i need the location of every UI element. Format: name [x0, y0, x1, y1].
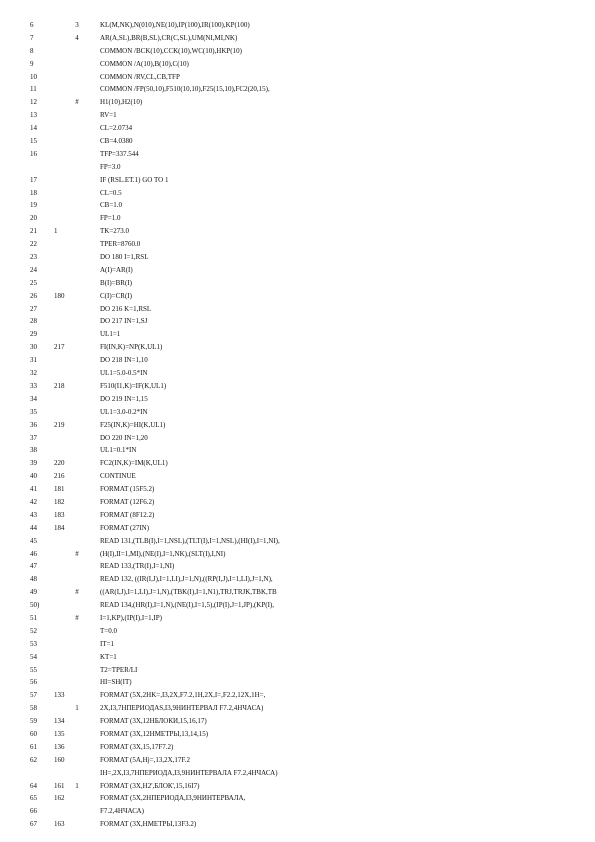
statement-text: UL1=5.0-0.5*IN — [100, 369, 148, 378]
line-number: 14 — [30, 124, 37, 133]
statement-text: CONTINUE — [100, 472, 136, 481]
line-number: 12 — [30, 98, 37, 107]
line-number: 47 — [30, 562, 37, 571]
code-line — [0, 251, 595, 264]
code-line — [0, 715, 595, 728]
line-number: 17 — [30, 175, 37, 184]
code-line — [0, 303, 595, 316]
statement-text: UL1=1 — [100, 330, 121, 339]
line-number: 13 — [30, 111, 37, 120]
statement-label: 163 — [54, 820, 65, 829]
line-number: 20 — [30, 214, 37, 223]
statement-text: F7.2,4НЧАСА) — [100, 807, 144, 816]
statement-text: UL1=0.1*IN — [100, 446, 137, 455]
statement-text: TFP=337.544 — [100, 149, 139, 158]
statement-text: KT=1 — [100, 652, 117, 661]
code-line — [0, 676, 595, 689]
statement-label: 162 — [54, 794, 65, 803]
continuation-mark: # — [75, 613, 79, 622]
statement-text: T2=TPER/LI — [100, 665, 138, 674]
line-number: 10 — [30, 72, 37, 81]
statement-text: CL=2.0734 — [100, 124, 133, 133]
code-line — [0, 71, 595, 84]
code-line — [0, 792, 595, 805]
line-number: 36 — [30, 420, 37, 429]
line-number: 34 — [30, 394, 37, 403]
statement-text: COMMON /FP(50,10),F510(10,10),F25(15,10),FC2(20,15), — [100, 85, 270, 94]
code-line — [0, 548, 595, 561]
statement-text: F510(I1,K)=IF(K,UL1) — [100, 381, 167, 390]
statement-label: 133 — [54, 691, 65, 700]
code-line — [0, 573, 595, 586]
statement-text: READ 134,(HR(I),I=1,N),(NE(I),I=1,5),(IP(I),J=1,JP),(KP(I), — [100, 601, 274, 610]
statement-label: 216 — [54, 472, 65, 481]
line-number: 57 — [30, 691, 37, 700]
statement-text: AR(A,SL),BR(B,SL),CR(C,SL),UM(NI,MI,NK) — [100, 33, 238, 42]
statement-text: FORMAT (5A,Hj=,13,2X,17F.2 — [100, 755, 190, 764]
line-number: 44 — [30, 523, 37, 532]
continuation-mark: # — [75, 549, 79, 558]
statement-label: 217 — [54, 343, 65, 352]
statement-text: T=0.0 — [100, 626, 117, 635]
line-number: 60 — [30, 729, 37, 738]
statement-text: ((AR(I,J),I=1,LI),J=1,N),(TBK(I),I=1,N1),TRJ,TRJK,TBK,TB — [100, 588, 277, 597]
line-number: 67 — [30, 820, 37, 829]
code-line — [0, 187, 595, 200]
code-line — [0, 328, 595, 341]
code-line — [0, 174, 595, 187]
statement-label: 184 — [54, 523, 65, 532]
statement-label: 182 — [54, 497, 65, 506]
code-line — [0, 664, 595, 677]
statement-text: FORMAT (15F5.2) — [100, 485, 155, 494]
line-number: 11 — [30, 85, 37, 94]
line-number: 15 — [30, 137, 37, 146]
continuation-mark: 1 — [75, 781, 79, 790]
statement-text: COMMON /BCK(10),CCK(10),WC(10),HKP(10) — [100, 46, 242, 55]
line-number: 6 — [30, 21, 34, 29]
line-number: 24 — [30, 265, 37, 274]
code-line — [0, 354, 595, 367]
line-number: 27 — [30, 304, 37, 313]
line-number: 56 — [30, 678, 37, 687]
line-number: 59 — [30, 717, 37, 726]
code-line — [0, 741, 595, 754]
statement-text: KL(M,NK),N(010),NE(10),IP(100),IR(100),KP(100) — [100, 21, 250, 29]
code-line — [0, 599, 595, 612]
code-line — [0, 470, 595, 483]
statement-text: F25(IN,K)=HI(K,UL1) — [100, 420, 166, 429]
line-number: 62 — [30, 755, 37, 764]
statement-text: DO 218 IN=1,10 — [100, 356, 148, 365]
line-number: 61 — [30, 742, 37, 751]
line-number: 25 — [30, 278, 37, 287]
code-line — [0, 109, 595, 122]
statement-text: DO 217 IN=1,SJ — [100, 317, 148, 326]
statement-label: 180 — [54, 291, 65, 300]
statement-label: 219 — [54, 420, 65, 429]
code-line — [0, 225, 595, 238]
line-number: 21 — [30, 227, 37, 236]
line-number: 43 — [30, 510, 37, 519]
line-number: 33 — [30, 381, 37, 390]
code-line — [0, 612, 595, 625]
statement-text: TK=273.0 — [100, 227, 130, 236]
statement-text: HI=SH(IT) — [100, 678, 132, 687]
line-number: 22 — [30, 240, 37, 249]
statement-text: FP=3.0 — [100, 162, 121, 171]
statement-text: FORMAT (3X,12НБЛОКИ,15,16,17) — [100, 717, 207, 726]
code-line — [0, 315, 595, 328]
statement-text: FORMAT (3X,12НМЕТРЫ,13,14,15) — [100, 729, 209, 738]
code-line — [0, 45, 595, 58]
statement-text: (H(I),II=1,MI),(NE(I),I=1,NK),(SLT(I),I,NI) — [100, 549, 226, 558]
continuation-mark: 3 — [75, 21, 79, 29]
statement-text: FP=1.0 — [100, 214, 121, 223]
statement-text: FORMAT (5X,2HK=,I3,2X,F7.2,1H,2X,I=,F2.2,12X,1H=, — [100, 691, 266, 700]
statement-text: FORMAT (3X,H2',БЛОК',15,16I7) — [100, 781, 200, 790]
code-line — [0, 96, 595, 109]
code-line — [0, 19, 595, 32]
code-line — [0, 818, 595, 831]
code-line — [0, 444, 595, 457]
code-line — [0, 83, 595, 96]
statement-text: CB=4.0380 — [100, 137, 133, 146]
line-number: 7 — [30, 33, 34, 42]
statement-text: 2X,I3,7НПЕРИОДАS,I3,9НИНТЕРВАЛ F7.2,4НЧАСА) — [100, 704, 264, 713]
code-line — [0, 393, 595, 406]
line-number: 30 — [30, 343, 37, 352]
statement-text: FORMAT (5X,2НПЕРИОДА,I3,9НИНТЕРВАЛА, — [100, 794, 246, 803]
code-line — [0, 432, 595, 445]
statement-text: FORMAT (3X,НМЕТРЫ,13F3.2) — [100, 820, 197, 829]
statement-text: DO 220 IN=1,20 — [100, 433, 148, 442]
code-line — [0, 264, 595, 277]
line-number: 26 — [30, 291, 37, 300]
statement-text: B(I)=BR(I) — [100, 278, 132, 287]
code-line — [0, 586, 595, 599]
code-line — [0, 625, 595, 638]
line-number: 45 — [30, 536, 37, 545]
statement-text: DO 219 IN=1,15 — [100, 394, 148, 403]
code-line — [0, 560, 595, 573]
line-number: 19 — [30, 201, 37, 210]
code-line — [0, 199, 595, 212]
code-line — [0, 651, 595, 664]
code-line — [0, 754, 595, 767]
line-number: 8 — [30, 46, 34, 55]
line-number: 49 — [30, 588, 37, 597]
line-number: 16 — [30, 149, 37, 158]
code-line — [0, 496, 595, 509]
code-line — [0, 535, 595, 548]
statement-text: H1(10),H2(10) — [100, 98, 143, 107]
line-number: 32 — [30, 369, 37, 378]
statement-text: COMMON /A(10),B(10),C(10) — [100, 59, 189, 68]
statement-label: 134 — [54, 717, 65, 726]
statement-text: FORMAT (8F12.2) — [100, 510, 155, 519]
code-line — [0, 341, 595, 354]
statement-text: A(I)=AR(I) — [100, 265, 133, 274]
code-line — [0, 767, 595, 780]
statement-text: FORMAT (3X,15,17F7.2) — [100, 742, 174, 751]
line-number: 53 — [30, 639, 37, 648]
code-line — [0, 135, 595, 148]
statement-text: C(I)=CR(I) — [100, 291, 132, 300]
statement-text: UL1=3.0-0.2*IN — [100, 407, 148, 416]
code-line — [0, 689, 595, 702]
continuation-mark: # — [75, 588, 79, 597]
statement-text: FC2(IN,K)=IM(K,UL1) — [100, 459, 168, 468]
line-number: 9 — [30, 59, 34, 68]
statement-text: IT=1 — [100, 639, 115, 648]
line-number: 55 — [30, 665, 37, 674]
statement-text: READ 131,(TLB(I),I=1,NSL),(TLT(I),I=1,NSL),(HI(I),I=1,NI), — [100, 536, 280, 545]
line-number: 39 — [30, 459, 37, 468]
code-line — [0, 483, 595, 496]
line-number: 64 — [30, 781, 37, 790]
line-number: 51 — [30, 613, 37, 622]
code-line — [0, 148, 595, 161]
code-line — [0, 702, 595, 715]
code-line — [0, 406, 595, 419]
statement-text: CL=0.5 — [100, 188, 122, 197]
code-listing — [0, 19, 595, 831]
code-line — [0, 638, 595, 651]
statement-text: TPER=8760.0 — [100, 240, 141, 249]
code-line — [0, 419, 595, 432]
statement-label: 183 — [54, 510, 65, 519]
code-line — [0, 380, 595, 393]
line-number: 46 — [30, 549, 37, 558]
statement-label: 160 — [54, 755, 65, 764]
continuation-mark: 1 — [75, 704, 79, 713]
code-line — [0, 728, 595, 741]
statement-text: IH=,2X,I3,7НПЕРИОДА,I3,9НИНТЕРВАЛА F7.2,4НЧАСА) — [100, 768, 278, 777]
code-line — [0, 238, 595, 251]
line-number: 40 — [30, 472, 37, 481]
code-line — [0, 161, 595, 174]
statement-text: COMMON /RV,CL,CB,TFP — [100, 72, 180, 81]
code-line — [0, 290, 595, 303]
statement-text: RV=1 — [100, 111, 117, 120]
statement-text: FI(IN,K)=NP(K,UL1) — [100, 343, 163, 352]
statement-text: I=1,KP),(IP(I),I=1,IP) — [100, 613, 162, 622]
code-line — [0, 509, 595, 522]
line-number: 58 — [30, 704, 37, 713]
line-number: 35 — [30, 407, 37, 416]
code-line — [0, 780, 595, 793]
line-number: 41 — [30, 485, 37, 494]
statement-label: 135 — [54, 729, 65, 738]
statement-text: DO 216 K=1,RSL — [100, 304, 152, 313]
code-line — [0, 58, 595, 71]
code-line — [0, 212, 595, 225]
code-line — [0, 277, 595, 290]
line-number: 31 — [30, 356, 37, 365]
statement-text: DO 180 I=1,RSL — [100, 253, 149, 262]
statement-text: READ 132, ((IR(I,J),I=1,LI),J=1,N),((RP(I,J),I=1,LI),J=1,N), — [100, 575, 273, 584]
code-line — [0, 457, 595, 470]
line-number: 37 — [30, 433, 37, 442]
code-line — [0, 367, 595, 380]
statement-label: 218 — [54, 381, 65, 390]
continuation-mark: # — [75, 98, 79, 107]
statement-label: 1 — [54, 227, 58, 236]
code-line — [0, 522, 595, 535]
continuation-mark: 4 — [75, 33, 79, 42]
line-number: 28 — [30, 317, 37, 326]
statement-label: 136 — [54, 742, 65, 751]
line-number: 65 — [30, 794, 37, 803]
line-number: 42 — [30, 497, 37, 506]
statement-text: READ 133,(TR(I),I=1,NI) — [100, 562, 175, 571]
statement-label: 220 — [54, 459, 65, 468]
statement-text: IF (RSL.ET.1) GO TO 1 — [100, 175, 169, 184]
line-number: 50) — [30, 601, 40, 610]
line-number: 48 — [30, 575, 37, 584]
line-number: 23 — [30, 253, 37, 262]
statement-label: 181 — [54, 485, 65, 494]
line-number: 54 — [30, 652, 37, 661]
statement-text: CB=1.0 — [100, 201, 123, 210]
line-number: 52 — [30, 626, 37, 635]
code-line — [0, 805, 595, 818]
line-number: 38 — [30, 446, 37, 455]
statement-text: FORMAT (27IN) — [100, 523, 150, 532]
statement-text: FORMAT (12F6.2) — [100, 497, 155, 506]
line-number: 18 — [30, 188, 37, 197]
statement-label: 161 — [54, 781, 65, 790]
code-line — [0, 122, 595, 135]
line-number: 29 — [30, 330, 37, 339]
code-line — [0, 32, 595, 45]
line-number: 66 — [30, 807, 37, 816]
